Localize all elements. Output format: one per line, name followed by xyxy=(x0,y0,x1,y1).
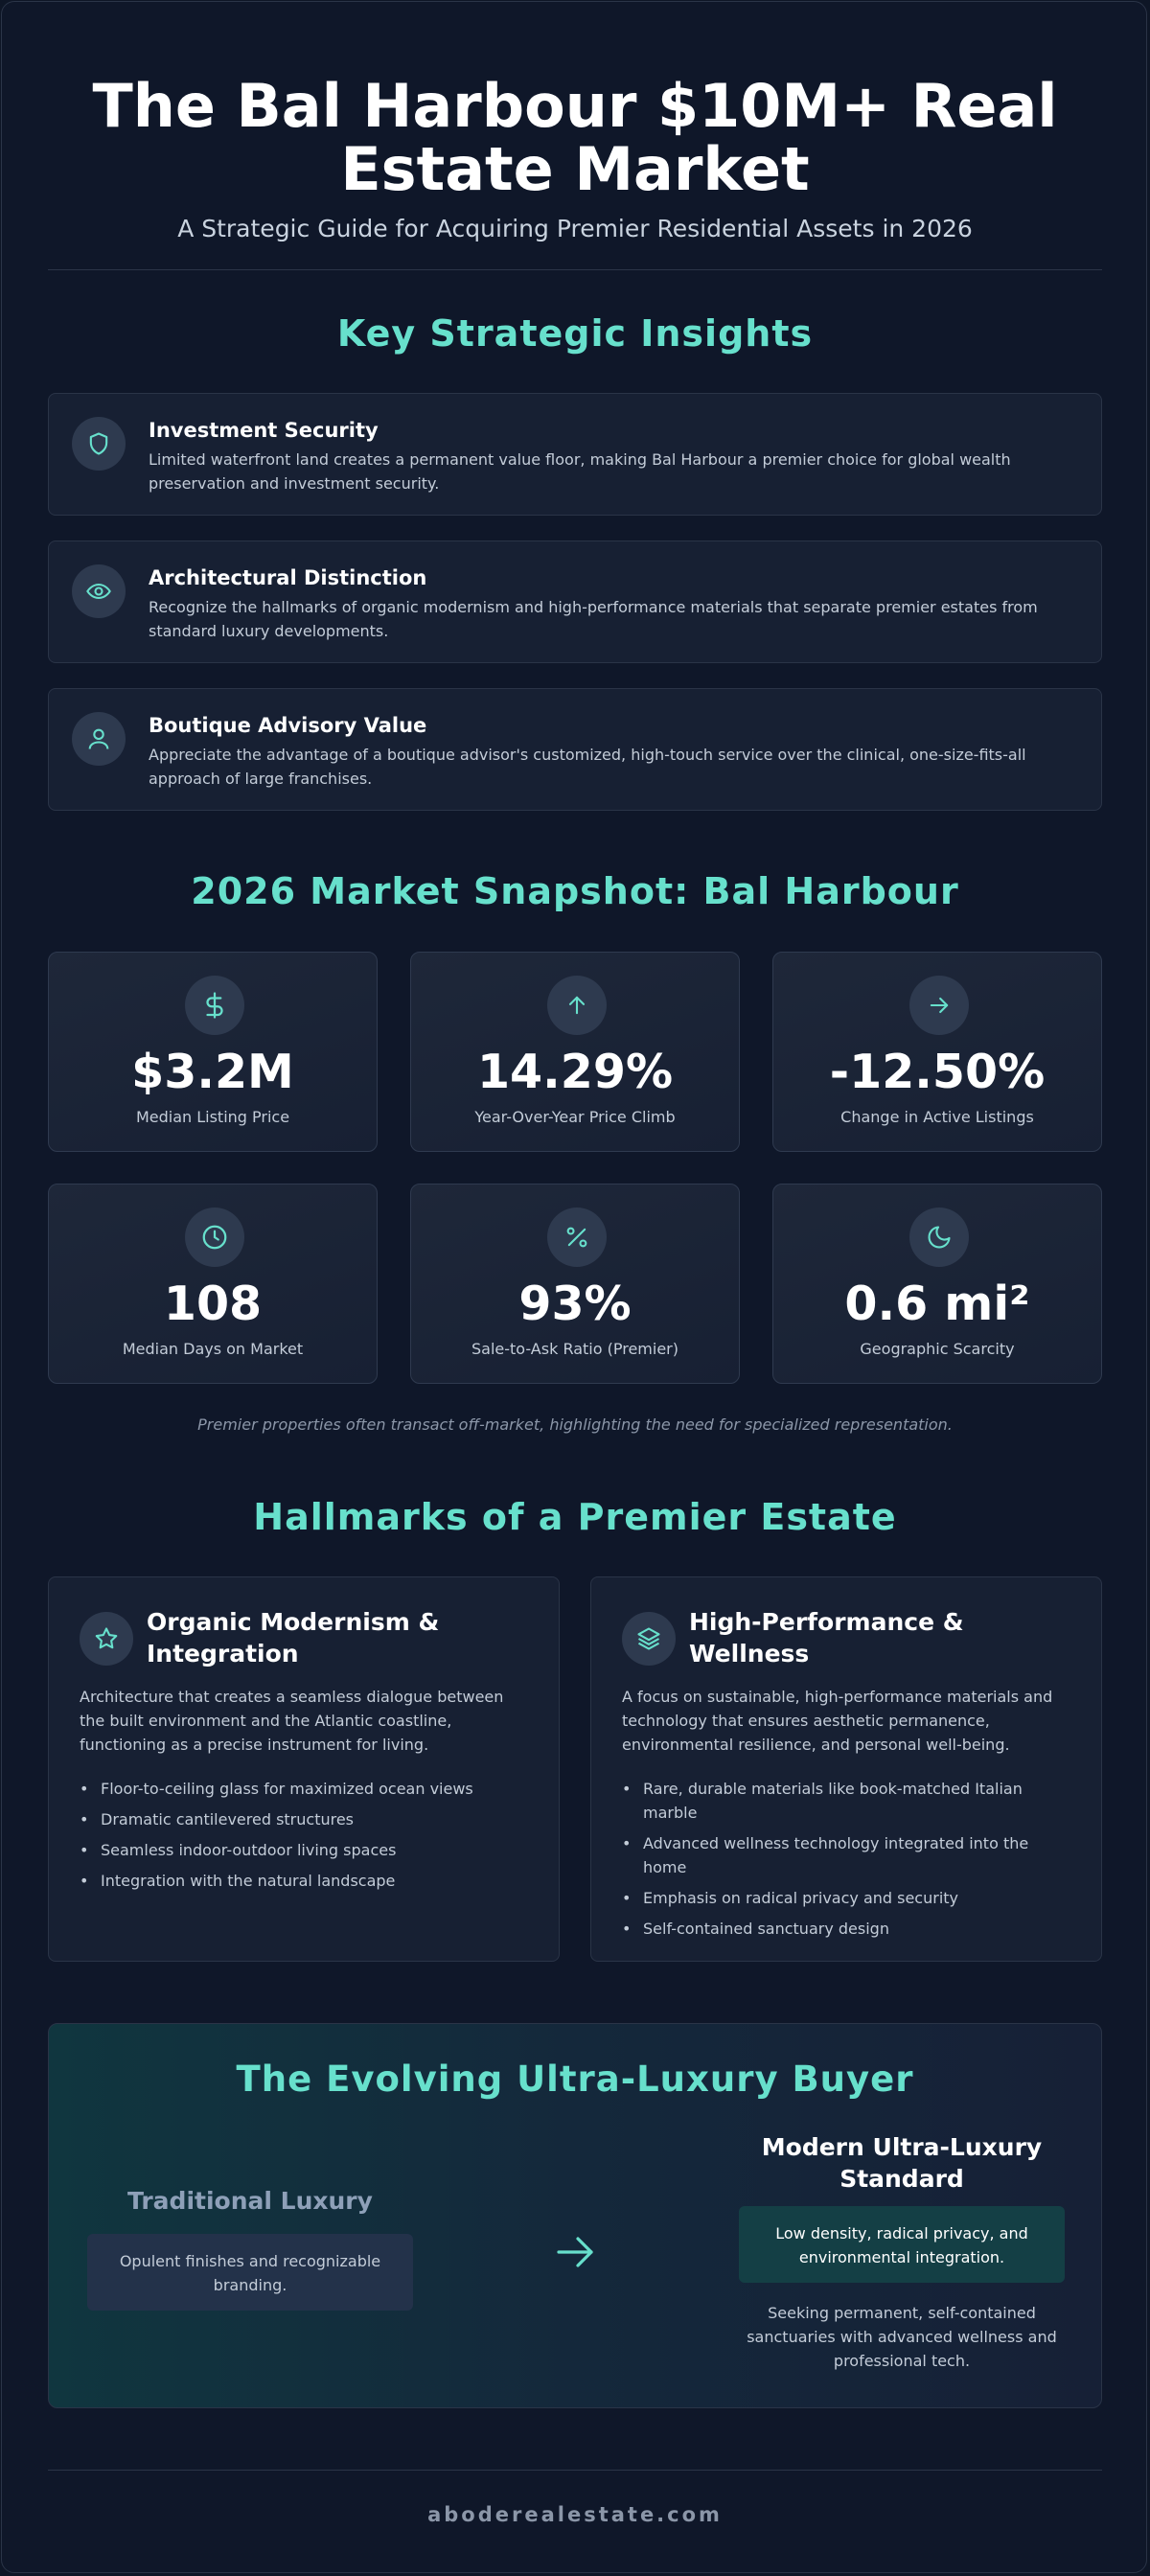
eye-icon xyxy=(72,564,126,618)
modern-luxury-text: Seeking permanent, self-contained sanctuaries with advanced wellness and professional tech. xyxy=(747,2304,1057,2370)
snapshot-section-title: 2026 Market Snapshot: Bal Harbour xyxy=(191,870,959,912)
hallmark-card-high-performance xyxy=(590,1576,1102,1962)
stat-label: Geographic Scarcity xyxy=(860,1340,1015,1358)
stat-label: Median Days on Market xyxy=(122,1340,304,1358)
header xyxy=(48,71,1102,242)
stat-label: Year-Over-Year Price Climb xyxy=(474,1108,676,1126)
stat-value: $3.2M xyxy=(131,1045,294,1099)
hallmark-card-organic-modernism xyxy=(48,1576,560,1962)
arrow-right-icon xyxy=(547,2223,605,2281)
stat-card-active-listings-change xyxy=(772,952,1102,1152)
stat-label: Change in Active Listings xyxy=(840,1108,1034,1126)
snapshot-note: Premier properties often transact off-market, highlighting the need for specialized representation. xyxy=(197,1415,953,1434)
hallmark-text: Architecture that creates a seamless dialogue between the built environment and the Atlantic coastline, functioning as a precise instrument for living. xyxy=(80,1688,504,1754)
list-item: • Self-contained sanctuary design xyxy=(622,1917,1072,1941)
modern-luxury-title: Modern Ultra-Luxury Standard xyxy=(761,2133,1043,2193)
list-item: • Integration with the natural landscape xyxy=(80,1869,530,1893)
insight-card-architectural-distinction xyxy=(48,540,1102,663)
layers-icon xyxy=(622,1612,676,1666)
clock-icon xyxy=(185,1208,244,1267)
hallmark-bullet-list xyxy=(80,1777,530,1899)
list-item: • Advanced wellness technology integrated into the home xyxy=(622,1831,1072,1879)
insight-text: Recognize the hallmarks of organic modernism and high-performance materials that separate premier estates from standard luxury developments. xyxy=(149,598,1038,640)
list-item: • Floor-to-ceiling glass for maximized ocean views xyxy=(80,1777,530,1801)
stat-value: -12.50% xyxy=(829,1045,1046,1099)
list-item: • Rare, durable materials like book-matched Italian marble xyxy=(622,1777,1072,1825)
stat-card-yoy-price-climb xyxy=(410,952,740,1152)
page-subtitle: A Strategic Guide for Acquiring Premier Residential Assets in 2026 xyxy=(177,215,973,242)
page-title: The Bal Harbour $10M+ Real Estate Market xyxy=(92,71,1058,204)
footer-divider xyxy=(48,2470,1102,2471)
dollar-icon xyxy=(185,976,244,1035)
stat-card-median-listing-price xyxy=(48,952,378,1152)
user-icon xyxy=(72,712,126,766)
stat-card-geographic-scarcity xyxy=(772,1184,1102,1384)
insight-card-boutique-advisory xyxy=(48,688,1102,811)
insight-title: Boutique Advisory Value xyxy=(149,714,427,737)
stat-value: 0.6 mi² xyxy=(844,1276,1030,1331)
hallmark-title: High-Performance & Wellness xyxy=(689,1608,964,1668)
stat-card-sale-to-ask-ratio xyxy=(410,1184,740,1384)
modern-luxury-highlight: Low density, radical privacy, and environmental integration. xyxy=(739,2206,1065,2283)
stat-value: 14.29% xyxy=(476,1045,674,1099)
traditional-luxury-text: Opulent finishes and recognizable branding. xyxy=(87,2234,413,2311)
arrow-right-icon xyxy=(909,976,969,1035)
hallmark-title: Organic Modernism & Integration xyxy=(147,1608,440,1668)
hallmarks-section-title: Hallmarks of a Premier Estate xyxy=(253,1496,897,1538)
list-item: • Dramatic cantilevered structures xyxy=(80,1807,530,1831)
stat-value: 93% xyxy=(518,1276,632,1331)
star-icon xyxy=(80,1612,133,1666)
list-item: • Emphasis on radical privacy and security xyxy=(622,1886,1072,1910)
traditional-luxury-title: Traditional Luxury xyxy=(127,2187,373,2215)
hallmark-text: A focus on sustainable, high-performance materials and technology that ensures aesthetic permanence, environmental resilience, and personal well-being. xyxy=(622,1688,1053,1754)
stat-card-median-days-on-market xyxy=(48,1184,378,1384)
arrow-up-icon xyxy=(547,976,607,1035)
insight-text: Limited waterfront land creates a permanent value floor, making Bal Harbour a premier choice for global wealth preservation and investment security. xyxy=(149,450,1011,493)
shield-icon xyxy=(72,417,126,471)
buyer-section-title: The Evolving Ultra-Luxury Buyer xyxy=(236,2058,914,2100)
buyer-evolution-panel xyxy=(48,2023,1102,2408)
percent-icon xyxy=(547,1208,607,1267)
list-item: • Seamless indoor-outdoor living spaces xyxy=(80,1838,530,1862)
stat-label: Median Listing Price xyxy=(135,1108,290,1126)
stat-label: Sale-to-Ask Ratio (Premier) xyxy=(472,1340,678,1358)
header-divider xyxy=(48,269,1102,270)
footer-site: aboderealestate.com xyxy=(427,2503,723,2526)
stat-value: 108 xyxy=(163,1276,263,1331)
insight-title: Investment Security xyxy=(149,419,379,442)
moon-icon xyxy=(909,1208,969,1267)
insight-title: Architectural Distinction xyxy=(149,566,427,589)
insights-section-title: Key Strategic Insights xyxy=(336,312,814,355)
insight-card-investment-security xyxy=(48,393,1102,516)
insight-text: Appreciate the advantage of a boutique advisor's customized, high-touch service over the clinical, one-size-fits-all approach of large franchises. xyxy=(149,746,1026,788)
hallmark-bullet-list xyxy=(622,1777,1072,1947)
